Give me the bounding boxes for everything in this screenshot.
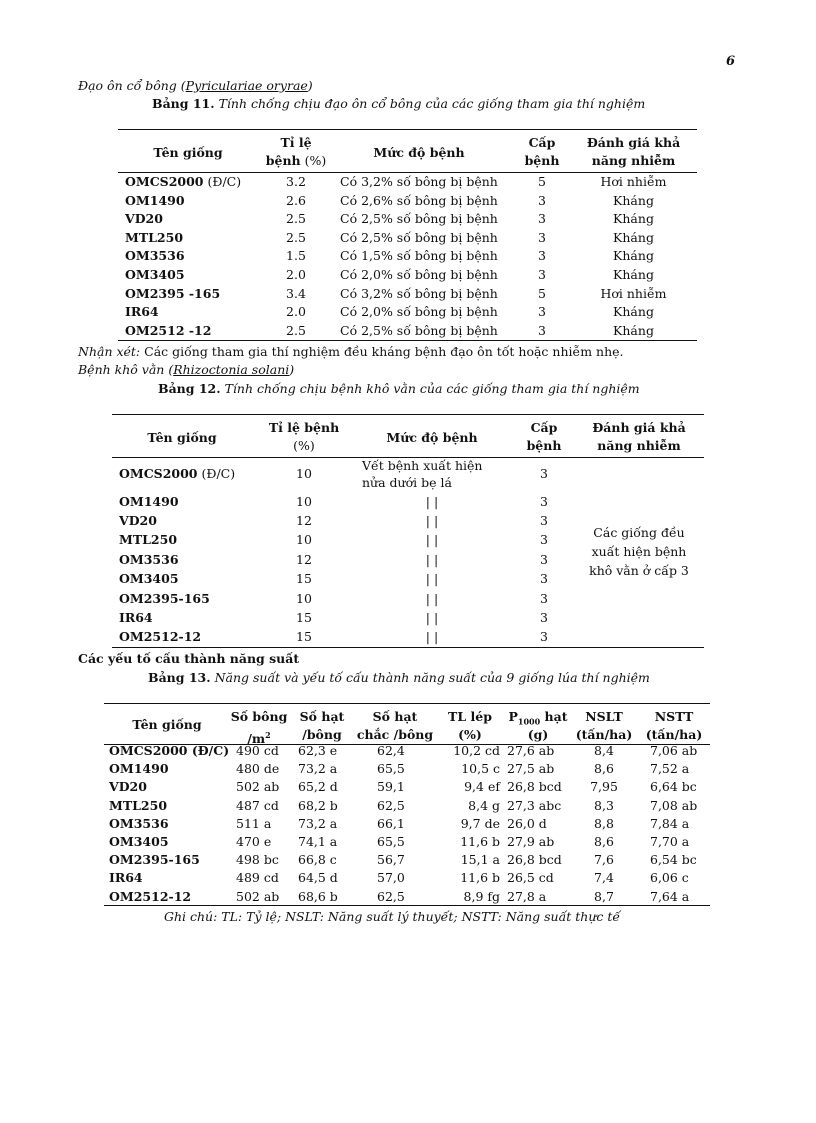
header-rate-word: bệnh bbox=[265, 153, 301, 168]
table13-caption bbox=[148, 670, 650, 685]
disease-rate: 2.0 bbox=[286, 304, 306, 320]
actual-yield: 7,08 ab bbox=[650, 797, 698, 813]
header-rate-unit: (%) bbox=[300, 153, 327, 168]
variety-name: OMCS2000 (Đ/C) bbox=[109, 743, 230, 758]
theoretical-yield: 8,3 bbox=[594, 797, 614, 813]
variety-name-cell bbox=[125, 303, 159, 321]
unfilled-rate: 9,4 ef bbox=[464, 779, 500, 795]
ditto-mark: | | bbox=[425, 513, 439, 528]
grains-per-panicle: 65,2 d bbox=[298, 779, 338, 795]
thousand-grain-weight: 26,8 bcd bbox=[507, 852, 562, 868]
variety-name: OM3536 bbox=[119, 552, 179, 567]
actual-yield: 6,64 bc bbox=[650, 779, 697, 795]
actual-yield: 7,52 a bbox=[650, 761, 690, 777]
disease-grade: 5 bbox=[538, 174, 546, 189]
filled-grains: 57,0 bbox=[377, 870, 405, 886]
variety-name: OM2512-12 bbox=[119, 629, 202, 644]
header-variety: Tên giống bbox=[153, 145, 223, 160]
variety-name: OMCS2000 bbox=[125, 174, 204, 189]
disease-rate: 2.0 bbox=[286, 267, 306, 282]
variety-name: OMCS2000 bbox=[119, 466, 198, 481]
merged-eval-line2: xuất hiện bệnh bbox=[591, 544, 687, 559]
unfilled-rate: 15,1 a bbox=[460, 852, 500, 868]
section-heading-sheath-blight bbox=[78, 362, 294, 377]
table13-bottom-rule bbox=[104, 905, 710, 906]
header-variety: Tên giống bbox=[132, 717, 202, 732]
merged-eval-line1: Các giống đều bbox=[593, 525, 685, 540]
header-level: Mức độ bệnh bbox=[386, 430, 478, 445]
theoretical-yield: 8,6 bbox=[594, 761, 614, 777]
disease-level: Có 2,5% số bông bị bệnh bbox=[340, 211, 498, 227]
infection-evaluation: Kháng bbox=[613, 322, 654, 338]
header-grain-line2: /bông bbox=[302, 727, 342, 742]
first-level-line1: Vết bệnh xuất hiện bbox=[362, 458, 483, 473]
variety-name: OM1490 bbox=[125, 192, 185, 208]
grains-per-panicle: 64,5 d bbox=[298, 870, 338, 886]
actual-yield: 7,70 a bbox=[650, 834, 690, 849]
unfilled-rate: 8,9 fg bbox=[463, 888, 500, 904]
grains-per-panicle: 62,3 e bbox=[298, 743, 338, 758]
header-eval-line1: Đánh giá khả bbox=[586, 135, 681, 150]
variety-name: MTL250 bbox=[119, 532, 178, 547]
disease-level: Có 2,5% số bông bị bệnh bbox=[340, 229, 498, 245]
theoretical-yield: 7,6 bbox=[594, 852, 614, 868]
disease-grade: 3 bbox=[540, 532, 548, 547]
variety-name-cell bbox=[119, 531, 177, 549]
unfilled-rate: 11,6 b bbox=[460, 870, 500, 886]
filled-grains: 62,4 bbox=[377, 743, 405, 758]
disease-rate: 2.5 bbox=[286, 229, 306, 245]
caption-label: Bảng 13. bbox=[148, 670, 211, 685]
header-eval-line2: năng nhiễm bbox=[591, 153, 676, 168]
header-rate-line2 bbox=[258, 152, 334, 170]
disease-grade: 3 bbox=[538, 211, 546, 227]
infection-evaluation: Hơi nhiễm bbox=[600, 174, 667, 189]
caption-text: Tính chống chịu bệnh khô vằn của các giống tham gia thí nghiệm bbox=[220, 381, 640, 396]
unfilled-rate: 10,5 c bbox=[461, 761, 500, 777]
header-unfilled-line1: TL lép bbox=[448, 709, 492, 724]
panicles-per-m2: 489 cd bbox=[236, 870, 279, 886]
note-label: Nhận xét: bbox=[78, 344, 141, 359]
variety-suffix: (Đ/C) bbox=[197, 466, 236, 481]
heading-text: Bệnh khô vằn ( bbox=[78, 362, 174, 377]
variety-name-cell bbox=[125, 173, 241, 191]
heading-close: ) bbox=[307, 78, 313, 93]
variety-name-cell bbox=[119, 570, 179, 588]
unfilled-rate: 11,6 b bbox=[460, 834, 500, 849]
header-level: Mức độ bệnh bbox=[373, 145, 465, 160]
variety-name-cell bbox=[125, 229, 183, 247]
variety-name: VD20 bbox=[119, 513, 157, 528]
variety-name-cell bbox=[125, 266, 185, 284]
theoretical-yield: 8,8 bbox=[594, 815, 614, 831]
infection-evaluation: Kháng bbox=[613, 211, 654, 227]
disease-rate: 1.5 bbox=[286, 248, 306, 264]
ditto-mark: | | bbox=[425, 571, 439, 586]
disease-grade: 3 bbox=[540, 629, 548, 644]
disease-grade: 5 bbox=[538, 285, 546, 301]
disease-rate: 10 bbox=[296, 494, 312, 509]
heading-close: ) bbox=[289, 362, 295, 377]
header-rate-line2: (%) bbox=[293, 438, 315, 453]
header-nstt-line2: (tấn/ha) bbox=[645, 727, 703, 742]
panicles-per-m2: 470 e bbox=[236, 834, 272, 849]
disease-level: Có 3,2% số bông bị bệnh bbox=[340, 174, 498, 189]
p1000-sub: 1000 bbox=[517, 716, 541, 727]
latin-name: Pyriculariae oryrae bbox=[185, 78, 308, 93]
actual-yield: 6,54 bc bbox=[650, 852, 697, 868]
header-rate-line1: Tỉ lệ bệnh bbox=[268, 420, 340, 435]
ditto-mark: | | bbox=[425, 494, 439, 509]
table11-bottom-rule bbox=[118, 340, 697, 341]
header-grade-line2: bệnh bbox=[526, 438, 562, 453]
header-panicle-line1: Số bông bbox=[230, 709, 288, 724]
variety-name: OM3405 bbox=[125, 267, 185, 282]
disease-grade: 3 bbox=[540, 552, 548, 567]
infection-evaluation: Kháng bbox=[613, 229, 654, 245]
variety-name-cell bbox=[119, 493, 179, 511]
theoretical-yield: 7,95 bbox=[590, 779, 618, 795]
table12-top-rule bbox=[112, 414, 704, 415]
variety-name-cell bbox=[119, 628, 201, 646]
ditto-mark: | | bbox=[425, 591, 439, 606]
caption-text: Tính chống chịu đạo ôn cổ bông của các giống tham gia thí nghiệm bbox=[214, 96, 646, 111]
ditto-mark: | | bbox=[425, 552, 439, 567]
header-grain-line1: Số hạt bbox=[299, 709, 345, 724]
theoretical-yield: 7,4 bbox=[594, 870, 614, 886]
header-variety: Tên giống bbox=[147, 430, 217, 445]
variety-name: OM1490 bbox=[109, 761, 169, 777]
variety-name-cell bbox=[119, 590, 210, 608]
header-grade-line1: Cấp bbox=[528, 135, 556, 150]
variety-name: MTL250 bbox=[125, 229, 184, 245]
section-heading-yield: Các yếu tố cấu thành năng suất bbox=[78, 651, 300, 666]
caption-label: Bảng 12. bbox=[158, 381, 221, 396]
variety-name: IR64 bbox=[109, 870, 143, 886]
ditto-mark: | | bbox=[425, 610, 439, 625]
filled-grains: 65,5 bbox=[377, 761, 405, 777]
disease-rate: 15 bbox=[296, 571, 312, 586]
panicles-per-m2: 511 a bbox=[236, 815, 272, 831]
thousand-grain-weight: 27,9 ab bbox=[507, 834, 555, 849]
header-nslt-line1: NSLT bbox=[585, 709, 623, 724]
disease-rate: 2.6 bbox=[286, 192, 306, 208]
disease-level: Có 3,2% số bông bị bệnh bbox=[340, 285, 498, 301]
note-rice-blast bbox=[78, 344, 624, 359]
variety-name-cell bbox=[119, 609, 153, 627]
theoretical-yield: 8,7 bbox=[594, 888, 614, 904]
disease-grade: 3 bbox=[540, 466, 548, 481]
disease-rate: 15 bbox=[296, 629, 312, 644]
variety-name: OM2395-165 bbox=[119, 591, 210, 606]
infection-evaluation: Hơi nhiễm bbox=[600, 285, 667, 301]
infection-evaluation: Kháng bbox=[613, 248, 654, 264]
disease-grade: 3 bbox=[540, 591, 548, 606]
actual-yield: 7,84 a bbox=[650, 815, 690, 831]
variety-name-cell bbox=[125, 192, 185, 210]
variety-suffix: (Đ/C) bbox=[203, 174, 242, 189]
disease-rate: 2.5 bbox=[286, 211, 306, 227]
panicles-per-m2: 498 bc bbox=[236, 852, 279, 868]
disease-level: Có 2,6% số bông bị bệnh bbox=[340, 192, 498, 208]
variety-name: IR64 bbox=[125, 304, 159, 320]
table11-top-rule bbox=[118, 129, 697, 130]
disease-grade: 3 bbox=[538, 229, 546, 245]
variety-name: OM2395-165 bbox=[109, 852, 200, 868]
section-heading-rice-blast bbox=[78, 78, 313, 93]
filled-grains: 65,5 bbox=[377, 834, 405, 849]
panicle-sup: 2 bbox=[265, 730, 271, 740]
disease-rate: 10 bbox=[296, 466, 312, 481]
variety-name: OM3536 bbox=[125, 248, 185, 264]
ditto-mark: | | bbox=[425, 629, 439, 644]
disease-grade: 3 bbox=[540, 513, 548, 528]
variety-name: OM2512-12 bbox=[109, 888, 192, 904]
variety-name: VD20 bbox=[125, 211, 163, 227]
disease-rate: 15 bbox=[296, 610, 312, 625]
footnote: Ghi chú: TL: Tỷ lệ; NSLT: Năng suất lý thuyết; NSTT: Năng suất thực tế bbox=[164, 909, 621, 924]
variety-name: VD20 bbox=[109, 779, 147, 795]
grains-per-panicle: 68,6 b bbox=[298, 888, 338, 904]
table12-caption bbox=[158, 381, 640, 396]
variety-name: OM1490 bbox=[119, 494, 179, 509]
actual-yield: 6,06 c bbox=[650, 870, 689, 886]
disease-rate: 2.5 bbox=[286, 322, 306, 338]
thousand-grain-weight: 27,5 ab bbox=[507, 761, 555, 777]
latin-name: Rhizoctonia solani bbox=[173, 362, 290, 377]
variety-name: OM2512 -12 bbox=[125, 322, 212, 338]
variety-name-cell bbox=[119, 465, 235, 483]
panicles-per-m2: 487 cd bbox=[236, 797, 279, 813]
thousand-grain-weight: 26,0 d bbox=[507, 815, 547, 831]
header-nstt-line1: NSTT bbox=[654, 709, 694, 724]
table13-top-rule bbox=[104, 703, 710, 704]
variety-name: OM3405 bbox=[119, 571, 179, 586]
variety-name-cell bbox=[119, 512, 157, 530]
disease-level: Có 1,5% số bông bị bệnh bbox=[340, 248, 498, 264]
variety-name: MTL250 bbox=[109, 797, 168, 813]
table11-caption bbox=[152, 96, 645, 111]
header-filled-line1: Số hạt bbox=[372, 709, 418, 724]
grains-per-panicle: 73,2 a bbox=[298, 815, 338, 831]
filled-grains: 59,1 bbox=[377, 779, 405, 795]
p1000-p: P bbox=[508, 709, 518, 724]
disease-grade: 3 bbox=[538, 304, 546, 320]
panicles-per-m2: 502 ab bbox=[236, 888, 280, 904]
variety-name-cell bbox=[125, 322, 211, 340]
caption-label: Bảng 11. bbox=[152, 96, 215, 111]
actual-yield: 7,06 ab bbox=[650, 743, 698, 758]
disease-rate: 3.4 bbox=[286, 285, 306, 301]
disease-level: Có 2,0% số bông bị bệnh bbox=[340, 267, 498, 282]
unfilled-rate: 8,4 g bbox=[468, 797, 500, 813]
unfilled-rate: 10,2 cd bbox=[453, 743, 500, 758]
disease-grade: 3 bbox=[538, 248, 546, 264]
disease-rate: 12 bbox=[296, 552, 312, 567]
variety-name: OM3405 bbox=[109, 834, 169, 849]
variety-name-cell bbox=[125, 285, 220, 303]
thousand-grain-weight: 26,5 cd bbox=[507, 870, 554, 886]
theoretical-yield: 8,4 bbox=[594, 743, 614, 758]
first-level-line2: nửa dưới bẹ lá bbox=[362, 475, 452, 490]
variety-name-cell bbox=[125, 247, 185, 265]
p1000-rest: hạt bbox=[540, 709, 568, 724]
thousand-grain-weight: 27,8 a bbox=[507, 888, 547, 904]
header-eval-line1: Đánh giá khả bbox=[592, 420, 686, 435]
filled-grains: 66,1 bbox=[377, 815, 405, 831]
infection-evaluation: Kháng bbox=[613, 267, 654, 282]
header-nslt-line2: (tấn/ha) bbox=[575, 727, 633, 742]
variety-name: IR64 bbox=[119, 610, 153, 625]
header-grade-line2: bệnh bbox=[524, 153, 560, 168]
disease-level: Có 2,5% số bông bị bệnh bbox=[340, 322, 498, 338]
caption-text: Năng suất và yếu tố cấu thành năng suất của 9 giống lúa thí nghiệm bbox=[210, 670, 650, 685]
merged-eval-line3: khô vằn ở cấp 3 bbox=[589, 563, 689, 578]
disease-rate: 3.2 bbox=[286, 174, 306, 189]
grains-per-panicle: 73,2 a bbox=[298, 761, 338, 777]
grains-per-panicle: 66,8 c bbox=[298, 852, 337, 868]
heading-text: Đạo ôn cổ bông ( bbox=[78, 78, 186, 93]
disease-level: Có 2,0% số bông bị bệnh bbox=[340, 304, 498, 320]
thousand-grain-weight: 27,3 abc bbox=[507, 797, 562, 813]
variety-name: OM3536 bbox=[109, 815, 169, 831]
grains-per-panicle: 68,2 b bbox=[298, 797, 338, 813]
infection-evaluation: Kháng bbox=[613, 304, 654, 320]
panicles-per-m2: 502 ab bbox=[236, 779, 280, 795]
table12-bottom-rule bbox=[112, 647, 704, 648]
header-p1000-line2: (g) bbox=[527, 727, 549, 742]
disease-grade: 3 bbox=[540, 494, 548, 509]
disease-grade: 3 bbox=[540, 571, 548, 586]
disease-grade: 3 bbox=[540, 610, 548, 625]
variety-name-cell bbox=[125, 210, 163, 228]
ditto-mark: | | bbox=[425, 532, 439, 547]
variety-name-cell bbox=[119, 551, 179, 569]
disease-grade: 3 bbox=[538, 267, 546, 282]
note-text: Các giống tham gia thí nghiệm đều kháng bệnh đạo ôn tốt hoặc nhiễm nhẹ. bbox=[140, 344, 624, 359]
header-eval-line2: năng nhiễm bbox=[597, 438, 681, 453]
thousand-grain-weight: 27,6 ab bbox=[507, 743, 555, 758]
variety-name: OM2395 -165 bbox=[125, 285, 221, 301]
filled-grains: 62,5 bbox=[377, 888, 405, 904]
unfilled-rate: 9,7 de bbox=[460, 815, 500, 831]
filled-grains: 56,7 bbox=[377, 852, 405, 868]
panicles-per-m2: 490 cd bbox=[236, 743, 279, 758]
grains-per-panicle: 74,1 a bbox=[298, 834, 338, 849]
filled-grains: 62,5 bbox=[377, 797, 405, 813]
theoretical-yield: 8,6 bbox=[594, 834, 614, 849]
actual-yield: 7,64 a bbox=[650, 888, 690, 904]
header-rate-line1: Tỉ lệ bbox=[280, 135, 312, 150]
panicles-per-m2: 480 de bbox=[236, 761, 280, 777]
disease-rate: 10 bbox=[296, 532, 312, 547]
header-unfilled-line2: (%) bbox=[458, 727, 482, 742]
header-filled-line2: chắc /bông bbox=[356, 727, 434, 742]
disease-grade: 3 bbox=[538, 192, 546, 208]
disease-rate: 10 bbox=[296, 591, 312, 606]
infection-evaluation: Kháng bbox=[613, 192, 654, 208]
header-grade-line1: Cấp bbox=[530, 420, 558, 435]
disease-rate: 12 bbox=[296, 513, 312, 528]
disease-grade: 3 bbox=[538, 322, 546, 338]
thousand-grain-weight: 26,8 bcd bbox=[507, 779, 562, 795]
panicle-unit: /m bbox=[247, 731, 266, 747]
page-number: 6 bbox=[726, 54, 736, 69]
